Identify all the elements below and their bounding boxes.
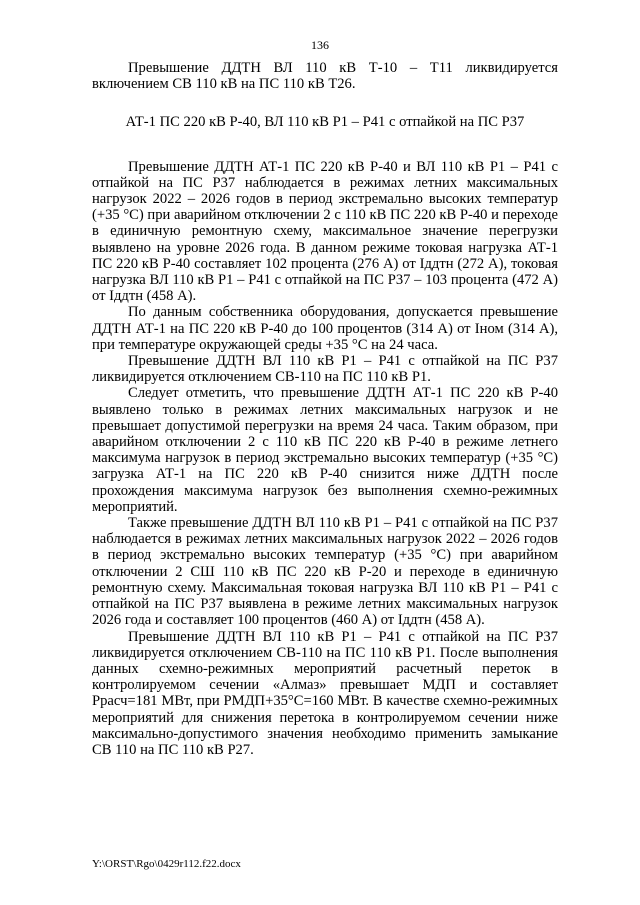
paragraph-owner-data: По данным собственника оборудования, допускается превышение ДДТН АТ-1 на ПС 220 кВ Р-40 до 100 процентов (314 А) от Iном (314 А), при температуре окружающей среды +35 °С на 24 часа.	[92, 304, 558, 353]
document-body	[92, 60, 558, 758]
paragraph-measures: Превышение ДДТН ВЛ 110 кВ Р1 – Р41 с отпайкой на ПС Р37 ликвидируется отключением СВ-110 на ПС 110 кВ Р1. После выполнения данных схемно-режимных мероприятий расчетный переток в контролируемом сечении «Алмаз» превышает МДП и составляет Ррасч=181 МВт, при РМДП+35°С=160 МВт. В качестве схемно-режимных мероприятий для снижения перетока в контролируемом сечении ниже максимально-допустимого значения необходимо применить замыкание СВ 110 на ПС 110 кВ Р27.	[92, 628, 558, 758]
section-heading: АТ-1 ПС 220 кВ Р-40, ВЛ 110 кВ Р1 – Р41 с отпайкой на ПС Р37	[125, 114, 525, 131]
paragraph-intro: Превышение ДДТН ВЛ 110 кВ Т-10 – Т11 ликвидируется включением СВ 110 кВ на ПС 110 кВ Т26.	[92, 60, 558, 93]
paragraph-note: Следует отметить, что превышение ДДТН АТ-1 ПС 220 кВ Р-40 выявлено только в режимах летних максимальных нагрузок и не превышает допустимой перегрузки на время 24 часа. Таким образом, при аварийном отключении 2 с 110 кВ ПС 220 кВ Р-40 в режиме летнего максимума нагрузок в период экстремально высоких температур (+35 °С) загрузка АТ-1 на ПС 220 кВ Р-40 снизится ниже ДДТН после прохождения максимума нагрузок без выполнения схемно-режимных мероприятий.	[92, 385, 558, 515]
paragraph-additional-overload: Также превышение ДДТН ВЛ 110 кВ Р1 – Р41 с отпайкой на ПС Р37 наблюдается в режимах летних максимальных нагрузок 2022 – 2026 годов в период экстремально высоких температур (+35 °С) при аварийном отключении 2 СШ 110 кВ ПС 220 кВ Р-20 и переходе в единичную ремонтную схему. Максимальная токовая нагрузка ВЛ 110 кВ Р1 – Р41 с отпайкой на ПС Р37 выявлена в режиме летних максимальных нагрузок 2026 года и составляет 100 процентов (460 А) от Iддтн (458 А).	[92, 515, 558, 629]
paragraph-elimination: Превышение ДДТН ВЛ 110 кВ Р1 – Р41 с отпайкой на ПС Р37 ликвидируется отключением СВ-110 на ПС 110 кВ Р1.	[92, 353, 558, 386]
paragraph-overload-description: Превышение ДДТН АТ-1 ПС 220 кВ Р-40 и ВЛ 110 кВ Р1 – Р41 с отпайкой на ПС Р37 наблюдается в режимах летних максимальных нагрузок 2022 – 2026 годов в период экстремально высоких температур (+35 °С) при аварийном отключении 2 с 110 кВ ПС 220 кВ Р-40 и переходе в единичную ремонтную схему, максимальное значение перегрузки выявлено на уровне 2026 года. В данном режиме токовая нагрузка АТ-1 ПС 220 кВ Р-40 составляет 102 процента (276 А) от Iддтн (272 А), токовая нагрузка ВЛ 110 кВ Р1 – Р41 с отпайкой на ПС Р37 – 103 процента (472 А) от Iддтн (458 А).	[92, 158, 558, 305]
page-number: 136	[311, 38, 329, 52]
footer-file-path: Y:\ORST\Rgo\0429r112.f22.docx	[92, 858, 241, 870]
